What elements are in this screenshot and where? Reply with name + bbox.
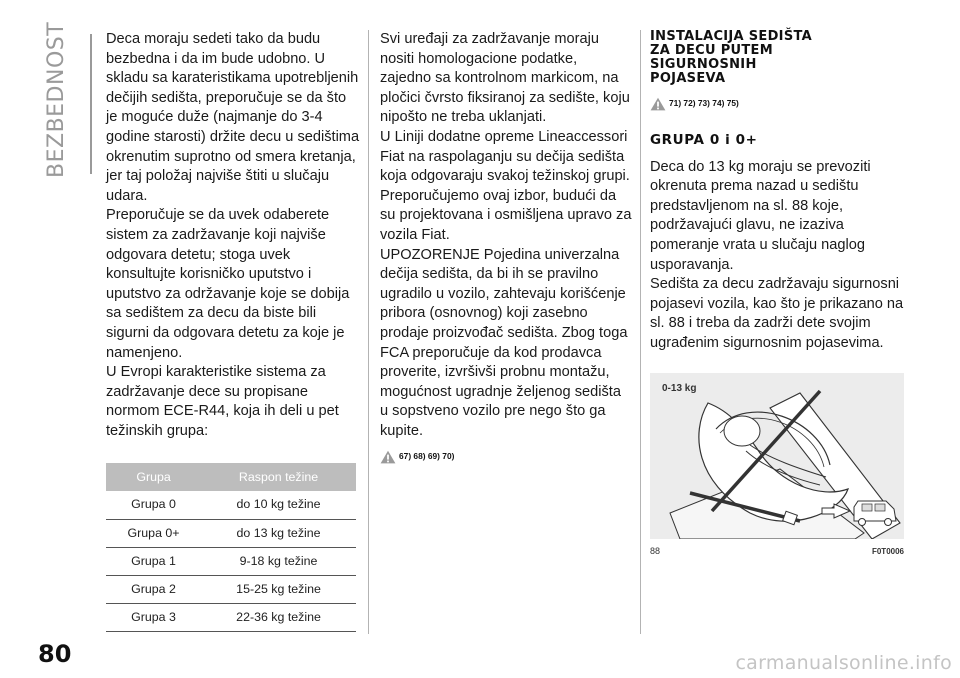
column-divider bbox=[368, 30, 369, 634]
figure-label: 0-13 kg bbox=[662, 382, 697, 394]
subheading: GRUPA 0 i 0+ bbox=[650, 131, 758, 148]
section-heading-line: ZA DECU PUTEM bbox=[650, 43, 773, 58]
paragraph: Deca moraju sedeti tako da budu bezbedna i da im bude udobno. U skladu sa karateristikama upotrebljenih dečijih sedišta, preporučuje se da što je moguće duže (najmanje do 3-4 godine starosti) držite decu u sedištima okrenutim suprotno od smera kretanja, jer taj položaj najviše štiti u slučaju udara. bbox=[106, 31, 360, 204]
table-cell-weight: 22-36 kg težine bbox=[201, 603, 356, 631]
table-cell-group: Grupa 1 bbox=[106, 547, 201, 575]
table-cell-weight: 9-18 kg težine bbox=[201, 547, 356, 575]
paragraph: Sedišta za decu zadržavaju sigurnosni pojasevi vozila, kao što je prikazano na sl. 88 i treba da zadrži dete svojim ugrađenim sigurnosnim pojasevima. bbox=[650, 276, 904, 351]
column-3 bbox=[650, 30, 908, 561]
table-cell-group: Grupa 0 bbox=[106, 491, 201, 519]
figure-caption bbox=[650, 542, 904, 562]
table-row bbox=[106, 547, 356, 575]
table-cell-group: Grupa 3 bbox=[106, 603, 201, 631]
table-row bbox=[106, 575, 356, 603]
section-heading-line: INSTALACIJA SEDIŠTA bbox=[650, 29, 812, 44]
table-header-group: Grupa bbox=[106, 463, 201, 491]
paragraph: Deca do 13 kg moraju se prevoziti okrenuta prema nazad u sedištu predstavljenom na sl. 88 koje, podržavajući glavu, ne izaziva pomeranje vrata u slučaju naglog usporavanja. bbox=[650, 158, 871, 273]
section-title-rule bbox=[90, 34, 92, 174]
table-cell-group: Grupa 2 bbox=[106, 575, 201, 603]
warning-triangle-icon bbox=[380, 450, 396, 464]
paragraph: Svi uređaji za zadržavanje moraju nositi homologacione podatke, zajedno sa kontrolnom markicom, na pločici čvrsto fiksiranoj za sedište, koju nipošto ne treba uklanjati. bbox=[380, 31, 630, 126]
table-row bbox=[106, 519, 356, 547]
warning-refs-text: 67) 68) 69) 70) bbox=[399, 451, 455, 462]
paragraph: UPOZORENJE Pojedina univerzalna dečija sedišta, da bi ih se pravilno ugradilo u vozilo, zahtevaju korišćenje pribora (osnovnog) koji zasebno prodaje proizvođač sedišta. Zbog toga FCA preporučuje da kod prodavca proverite, izvršivši probnu montažu, mogućnost ugradnje željenog sedišta u sopstveno vozilo pre nego što ga kupite. bbox=[380, 246, 628, 439]
column-2 bbox=[380, 30, 632, 467]
figure-child-seat bbox=[650, 373, 904, 539]
figure-number: 88 bbox=[650, 545, 661, 556]
table-cell-group: Grupa 0+ bbox=[106, 519, 201, 547]
table-row bbox=[106, 491, 356, 519]
warning-refs-text: 71) 72) 73) 74) 75) bbox=[669, 98, 739, 108]
table-header-weight-range: Raspon težine bbox=[201, 463, 356, 491]
column-1 bbox=[106, 30, 360, 632]
table-row bbox=[106, 603, 356, 631]
figure-code: F0T0006 bbox=[871, 546, 904, 556]
paragraph: U Liniji dodatne opreme Lineaccessori Fiat na raspolaganju su dečija sedišta koja odgovaraju svakoj težinskoj grupi. Preporučujemo ovaj izbor, budući da su projektovana i osmišljena upravo za vozila Fiat. bbox=[380, 128, 632, 243]
watermark: carmanualsonline.info bbox=[735, 652, 952, 674]
page-number: 80 bbox=[38, 640, 72, 668]
warning-references bbox=[650, 94, 908, 114]
section-heading-line: SIGURNOSNIH bbox=[650, 57, 757, 72]
table-cell-weight: 15-25 kg težine bbox=[201, 575, 356, 603]
table-cell-weight: do 10 kg težine bbox=[201, 491, 356, 519]
table-header-row bbox=[106, 463, 356, 491]
column-divider bbox=[640, 30, 641, 634]
paragraph: U Evropi karakteristike sistema za zadržavanje dece su propisane normom ECE-R44, koja ih deli u pet težinskih grupa: bbox=[106, 364, 339, 439]
child-seat-illustration bbox=[650, 373, 904, 539]
weight-groups-table bbox=[106, 463, 356, 632]
paragraph: Preporučuje se da uvek odaberete sistem za zadržavanje koji najviše odgovara detetu; stoga uvek konsultujte korisničko uputstvo i uputstvo za održavanje koje se dobija sa sedištem za decu da biste bili sigurni da odgovara detetu za koje je namenjeno. bbox=[106, 207, 350, 361]
section-heading bbox=[650, 30, 908, 86]
section-heading-line: POJASEVA bbox=[650, 71, 726, 86]
table-cell-weight: do 13 kg težine bbox=[201, 519, 356, 547]
warning-references bbox=[380, 447, 632, 467]
section-title: BEZBEDNOST bbox=[44, 21, 69, 178]
warning-triangle-icon bbox=[650, 97, 666, 111]
